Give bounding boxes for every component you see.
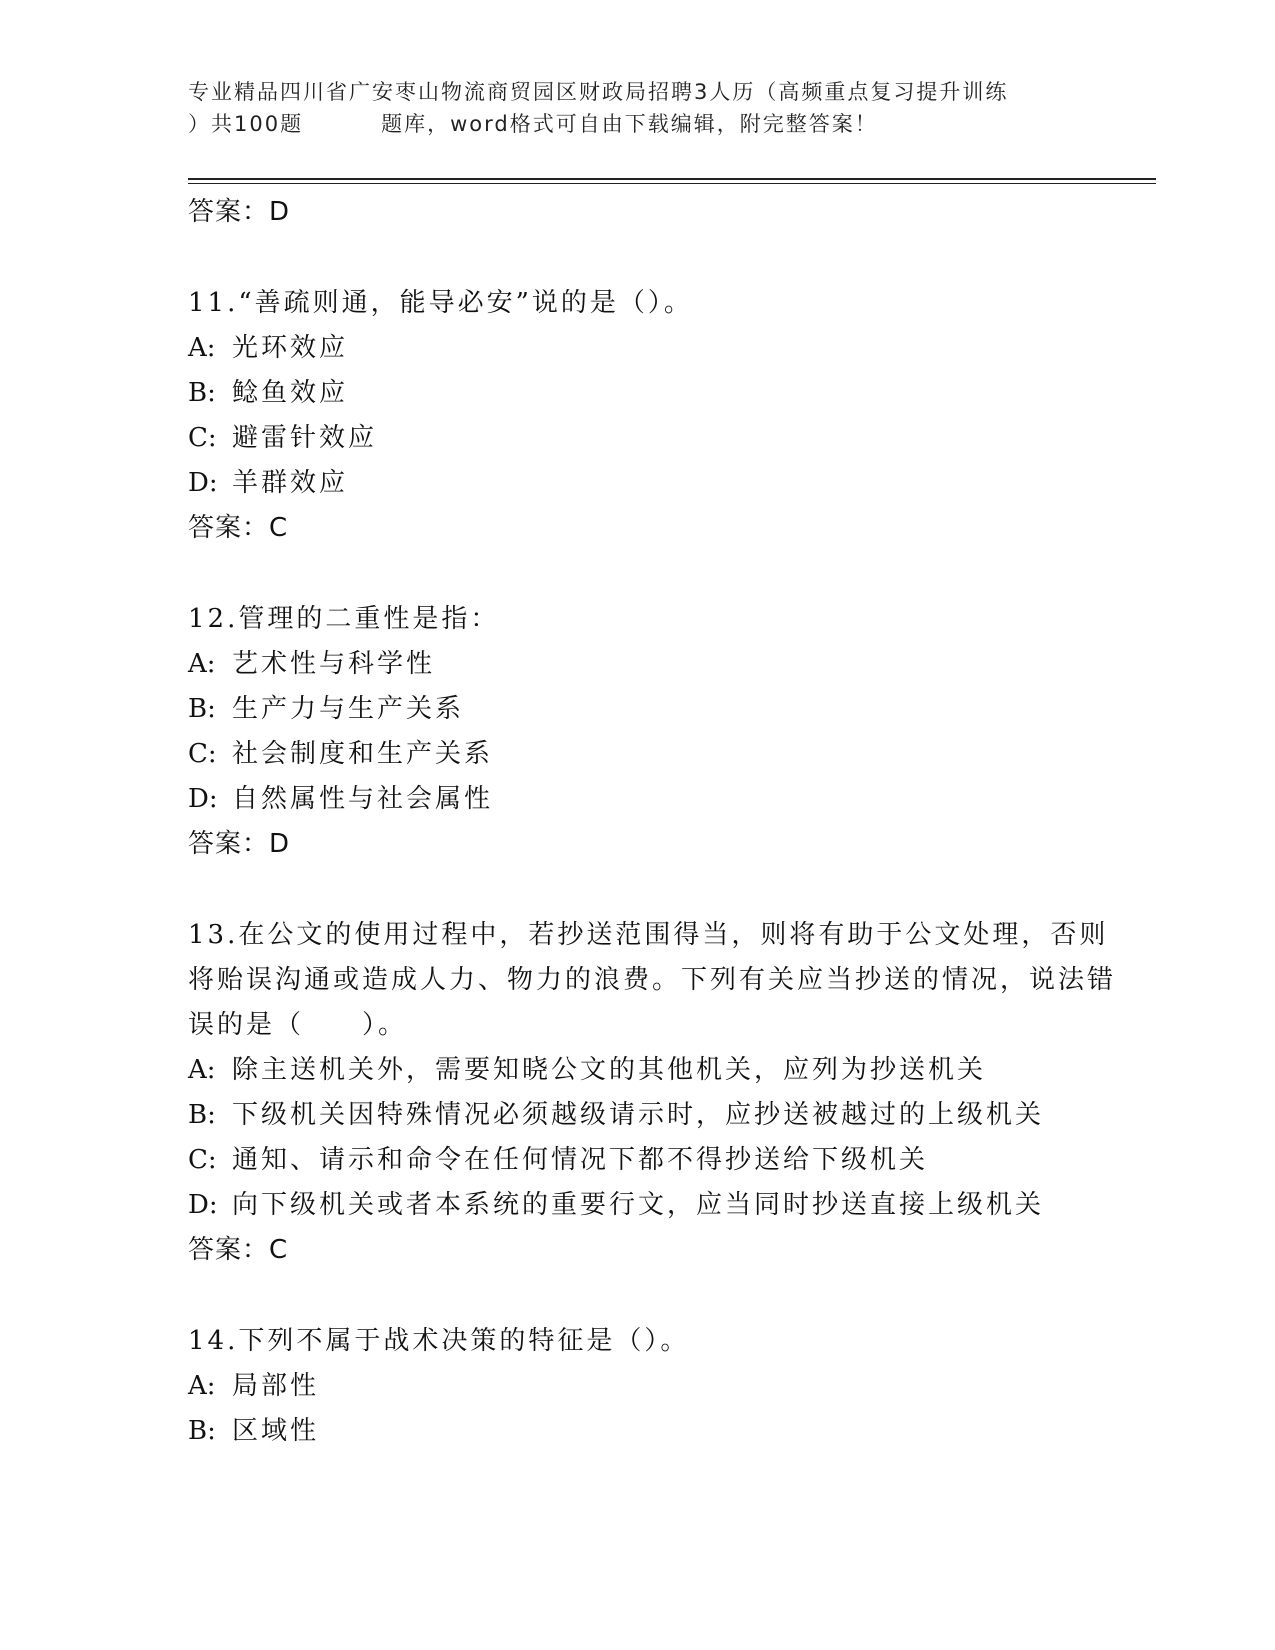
- spacer: [188, 1273, 1128, 1319]
- header-title-line-2: [188, 108, 1148, 140]
- option-text: 避雷针效应: [232, 423, 378, 453]
- answer: 答案：D: [188, 829, 291, 859]
- option-letter: A:: [188, 649, 216, 679]
- option-a: [188, 326, 1128, 371]
- option-text: 光环效应: [232, 333, 349, 363]
- answer: 答案：C: [188, 1235, 289, 1265]
- option-text: 生产力与生产关系: [232, 694, 465, 724]
- header-title-line-1: 专业精品四川省广安枣山物流商贸园区财政局招聘3人历（高频重点复习提升训练: [188, 80, 1009, 104]
- answer: 答案：C: [188, 513, 289, 543]
- option-d: [188, 1183, 1128, 1228]
- option-c: [188, 732, 1128, 777]
- header-gap: [303, 108, 381, 140]
- option-d: [188, 461, 1128, 506]
- option-c: [188, 1138, 1128, 1183]
- spacer: [188, 867, 1128, 913]
- option-text: 自然属性与社会属性: [232, 784, 494, 814]
- question-list: [188, 190, 1128, 1454]
- option-b: [188, 687, 1128, 732]
- option-letter: A:: [188, 333, 216, 363]
- option-letter: A:: [188, 1055, 216, 1085]
- option-letter: A:: [188, 1371, 216, 1401]
- option-text: 局部性: [232, 1371, 320, 1401]
- option-c: [188, 416, 1128, 461]
- option-a: [188, 1364, 1128, 1409]
- option-text: 下级机关因特殊情况必须越级请示时，应抄送被越过的上级机关: [232, 1100, 1045, 1130]
- option-text: 社会制度和生产关系: [232, 739, 494, 769]
- page-header: [188, 76, 1148, 140]
- question-13: [188, 913, 1128, 1273]
- option-letter: B:: [188, 1100, 216, 1130]
- header-divider-thin: [188, 183, 1156, 184]
- option-a: [188, 642, 1128, 687]
- option-letter: B:: [188, 378, 216, 408]
- answer-previous: 答案：D: [188, 197, 291, 227]
- option-text: 区域性: [232, 1416, 320, 1446]
- question-text: 11.“善疏则通，能导必安”说的是（）。: [188, 288, 693, 318]
- option-letter: C:: [188, 423, 217, 453]
- question-text: 12.管理的二重性是指：: [188, 604, 500, 634]
- option-letter: B:: [188, 1416, 216, 1446]
- option-letter: C:: [188, 739, 217, 769]
- question-14: [188, 1319, 1128, 1454]
- option-text: 除主送机关外，需要知晓公文的其他机关，应列为抄送机关: [232, 1055, 987, 1085]
- option-letter: D:: [188, 468, 218, 498]
- option-letter: D:: [188, 1190, 218, 1220]
- header-title-line-2-right: 题库，word格式可自由下载编辑，附完整答案！: [381, 112, 878, 136]
- option-b: [188, 1409, 1128, 1454]
- option-text: 羊群效应: [232, 468, 349, 498]
- option-a: [188, 1048, 1128, 1093]
- option-text: 艺术性与科学性: [232, 649, 436, 679]
- question-12: [188, 597, 1128, 867]
- option-text: 鲶鱼效应: [232, 378, 349, 408]
- question-text: 13.在公文的使用过程中，若抄送范围得当，则将有助于公文处理，否则将贻误沟通或造成人力、物力的浪费。下列有关应当抄送的情况，说法错误的是（ ）。: [188, 920, 1117, 1040]
- option-text: 通知、请示和命令在任何情况下都不得抄送给下级机关: [232, 1145, 929, 1175]
- spacer: [188, 235, 1128, 281]
- spacer: [188, 551, 1128, 597]
- option-letter: D:: [188, 784, 218, 814]
- question-11: [188, 281, 1128, 551]
- option-text: 向下级机关或者本系统的重要行文，应当同时抄送直接上级机关: [232, 1190, 1045, 1220]
- header-divider-thick: [188, 178, 1156, 180]
- option-d: [188, 777, 1128, 822]
- option-letter: B:: [188, 694, 216, 724]
- option-b: [188, 371, 1128, 416]
- option-b: [188, 1093, 1128, 1138]
- option-letter: C:: [188, 1145, 217, 1175]
- question-text: 14.下列不属于战术决策的特征是（）。: [188, 1326, 690, 1356]
- header-title-line-2-left: ）共100题: [188, 112, 304, 136]
